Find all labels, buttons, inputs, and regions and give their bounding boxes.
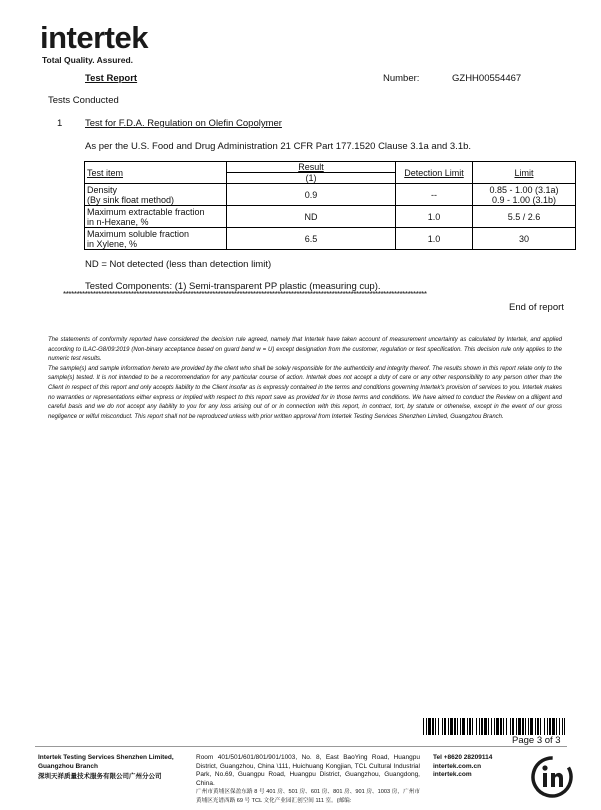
report-title: Test Report xyxy=(85,73,138,84)
table-row xyxy=(85,184,576,206)
header-result: Result (1) xyxy=(227,162,396,184)
regulation-statement: As per the U.S. Food and Drug Administration 21 CFR Part 177.1520 Clause 3.1a and 3.1b. xyxy=(85,141,472,152)
row-test-item: Maximum soluble fraction in Xylene, % xyxy=(85,228,227,250)
footer-divider xyxy=(35,746,567,747)
row-limit: 5.5 / 2.6 xyxy=(473,206,576,228)
row-test-item: Maximum extractable fraction in n-Hexane, % xyxy=(85,206,227,228)
header-test-item: Test item xyxy=(85,162,227,184)
footer-company: Intertek Testing Services Shenzhen Limited, Guangzhou Branch 深圳天祥质量技术服务有限公司广州分公司 xyxy=(38,754,174,780)
row-result: 0.9 xyxy=(227,184,396,206)
nd-footnote: ND = Not detected (less than detection limit) xyxy=(85,259,272,270)
disclaimer-paragraph: The sample(s) and sample information hereto are provided by the client who shall be solely responsible for the authenticity and integrity thereof. The results shown in this report relate only to the sample(s) tested. It is not intended to be a recommendation for any particular course of action. Intertek does not accept a duty of care or any other responsibility to any person other than the Client in respect of this report and only accepts liability to the Client insofar as is expressly contained in the terms and conditions governing Intertek's provision of services to you. Intertek makes no warranties or representations either express or implied with respect to this report save as provided for in those terms and conditions. We have aimed to conduct the Review on a diligent and careful basis and we do not accept any liability to you for any loss arising out of or in connection with this report, in contract, tort, by statute or otherwise, except in the event of our gross negligence or wilful misconduct. This report shall not be reproduced unless with prior written approval from Intertek Testing Services Shenzhen Limited, Guangzhou Branch. xyxy=(48,365,562,420)
logo-tagline: Total Quality. Assured. xyxy=(42,55,133,65)
table-header-row xyxy=(85,162,576,184)
intertek-logo: intertek xyxy=(40,20,148,55)
page-number: Page 3 of 3 xyxy=(512,735,561,746)
report-number-value: GZHH00554467 xyxy=(452,73,522,84)
tests-conducted-heading: Tests Conducted xyxy=(48,95,119,106)
end-of-report: End of report xyxy=(509,302,564,313)
row-limit: 30 xyxy=(473,228,576,250)
header-detection-limit: Detection Limit xyxy=(396,162,473,184)
barcode-icon xyxy=(423,718,565,735)
table-row xyxy=(85,228,576,250)
footer-address: Room 401/501/601/801/901/1003, No. 8, East BaoYing Road, Huangpu District, Guangzhou, China \111, Huichuang Kongjian, TCL Cultural Industrial Park, No.69, Guangpu Road, Huangpu District, Guangzhou, Guangdong, China. 广州市黄埔区保盈东路 8 号 401 房、501 房、601 房、801 房、901 房、1003 房，广州市黄埔区光谱西路 69 号 TCL 文化产业园汇创空间 111 室。(邮编: xyxy=(196,754,420,804)
intertek-badge-icon xyxy=(530,755,574,799)
footer-contact: Tel +8620 28209114 intertek.com.cn intertek.com xyxy=(433,754,493,778)
row-detection-limit: 1.0 xyxy=(396,206,473,228)
row-detection-limit: 1.0 xyxy=(396,228,473,250)
header-limit: Limit xyxy=(473,162,576,184)
row-detection-limit: -- xyxy=(396,184,473,206)
results-table xyxy=(84,161,576,250)
row-limit: 0.85 - 1.00 (3.1a) 0.9 - 1.00 (3.1b) xyxy=(473,184,576,206)
row-result: ND xyxy=(227,206,396,228)
report-number-label: Number: xyxy=(383,73,420,84)
test-item-number: 1 xyxy=(57,118,63,129)
test-item-title: Test for F.D.A. Regulation on Olefin Copolymer xyxy=(85,118,282,129)
star-divider: ************************************************************************************************************************************** xyxy=(63,290,427,299)
table-row xyxy=(85,206,576,228)
row-result: 6.5 xyxy=(227,228,396,250)
disclaimer xyxy=(48,336,562,422)
disclaimer-paragraph: The statements of conformity reported have considered the decision rule agreed, namely that Intertek have taken account of measurement uncertainty as calculated by Intertek, and applied according to ILAC-G8/09:2019 (Non-binary acceptance based on guard band w = U) except designation from the customer, regulation or test specification. This decision rule only applies to the numeric test results. xyxy=(48,337,562,363)
tested-components: Tested Components: (1) Semi-transparent PP plastic (measuring cup). xyxy=(85,281,381,292)
row-test-item: Density (By sink float method) xyxy=(85,184,227,206)
